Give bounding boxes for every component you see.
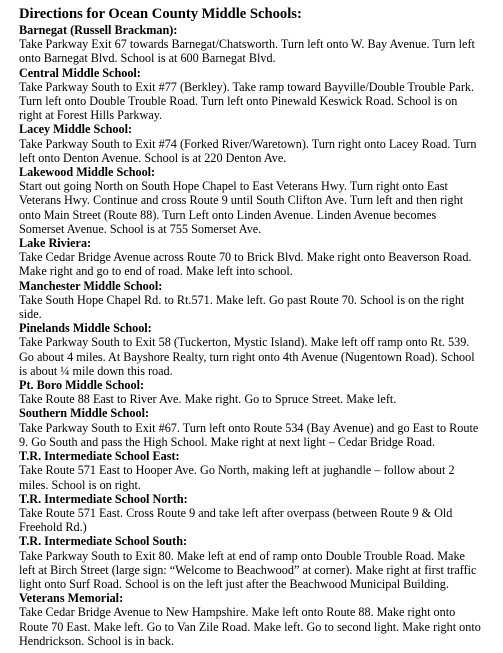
school-entry-tr-east <box>19 449 483 492</box>
school-directions: Take Route 88 East to River Ave. Make right. Go to Spruce Street. Make left. <box>19 392 397 407</box>
school-name: Lacey Middle School: <box>19 122 133 137</box>
school-directions: Take Parkway Exit 67 towards Barnegat/Chatsworth. Turn left onto W. Bay Avenue. Turn left onto Barnegat Blvd. School is at 600 Barnegat Blvd. <box>19 37 475 66</box>
school-name: Pt. Boro Middle School: <box>19 378 145 393</box>
document-page <box>19 6 483 648</box>
school-entry-lake-riviera <box>19 236 483 279</box>
school-entry-manchester <box>19 279 483 322</box>
school-entry-tr-north <box>19 492 483 535</box>
school-name: T.R. Intermediate School South: <box>19 534 188 549</box>
school-entry-pt-boro <box>19 378 483 406</box>
school-entry-pinelands <box>19 321 483 378</box>
school-entry-veterans-memorial <box>19 591 483 648</box>
school-name: T.R. Intermediate School East: <box>19 449 180 464</box>
school-directions: Take Parkway South to Exit #77 (Berkley). Take ramp toward Bayville/Double Trouble Park. Turn left onto Double Trouble Road. Turn left onto Pinewald Keswick Road. School is on right at Forest Hills Parkway. <box>19 79 475 123</box>
school-name: Barnegat (Russell Brackman): <box>19 23 178 37</box>
school-name: Lakewood Middle School: <box>19 165 156 180</box>
school-name: Lake Riviera: <box>19 236 92 251</box>
school-entry-central <box>19 66 483 123</box>
school-directions: Take Route 571 East. Cross Route 9 and take left after overpass (between Route 9 & Old Freehold Rd.) <box>19 505 453 535</box>
school-directions: Take Route 571 East to Hooper Ave. Go North, making left at jughandle – follow about 2 miles. School is on right. <box>19 463 455 492</box>
school-entry-lacey <box>19 122 483 165</box>
school-entry-southern <box>19 406 483 449</box>
document-title: Directions for Ocean County Middle Schools: <box>19 6 302 22</box>
school-directions: Take Cedar Bridge Avenue across Route 70 to Brick Blvd. Make right onto Beaverson Road. Make right and go to end of road. Make left into school. <box>19 250 472 279</box>
school-name: Manchester Middle School: <box>19 278 163 293</box>
school-directions: Take Parkway South to Exit 58 (Tuckerton, Mystic Island). Make left off ramp onto Rt. 539. Go about 4 miles. At Bayshore Realty, turn right onto 4th Avenue (Nugentown Road). School is about ¼ mile down this road. <box>19 335 475 378</box>
school-directions: Start out going North on South Hope Chapel to East Veterans Hwy. Turn right onto East Veterans Hwy. Continue and cross Route 9 until South Clifton Ave. Turn left and then right onto Main Street (Route 88). Turn Left onto Linden Avenue. Linden Avenue becomes Somerset Avenue. School is at 755 Somerset Ave. <box>19 179 464 236</box>
school-name: T.R. Intermediate School North: <box>19 491 188 506</box>
school-name: Central Middle School: <box>19 65 141 80</box>
school-entry-lakewood <box>19 165 483 236</box>
school-directions: Take Parkway South to Exit #67. Turn left onto Route 534 (Bay Avenue) and go East to Route 9. Go South and pass the High School. Make right at next light – Cedar Bridge Road. <box>19 420 479 449</box>
school-entry-tr-south <box>19 534 483 591</box>
school-name: Pinelands Middle School: <box>19 321 152 336</box>
school-directions: Take Parkway South to Exit #74 (Forked River/Waretown). Turn right onto Lacey Road. Turn left onto Denton Avenue. School is at 220 Denton Ave. <box>19 136 477 165</box>
school-directions: Take Parkway South to Exit 80. Make left at end of ramp onto Double Trouble Road. Make left at Birch Street (large sign: “Welcome to Beachwood” at corner). Make right at first traffic light onto Surf Road. School is on the left just after the Beachwood Municipal Building. <box>19 548 477 591</box>
school-directions: Take South Hope Chapel Rd. to Rt.571. Make left. Go past Route 70. School is on the right side. <box>19 292 465 322</box>
school-directions: Take Cedar Bridge Avenue to New Hampshire. Make left onto Route 88. Make right onto Route 70 East. Make left. Go to Van Zile Road. Make left. Go to second light. Make right onto Hendrickson. School is in back. <box>19 605 481 648</box>
school-name: Southern Middle School: <box>19 406 150 421</box>
school-name: Veterans Memorial: <box>19 591 124 606</box>
school-entry-barnegat <box>19 23 483 66</box>
